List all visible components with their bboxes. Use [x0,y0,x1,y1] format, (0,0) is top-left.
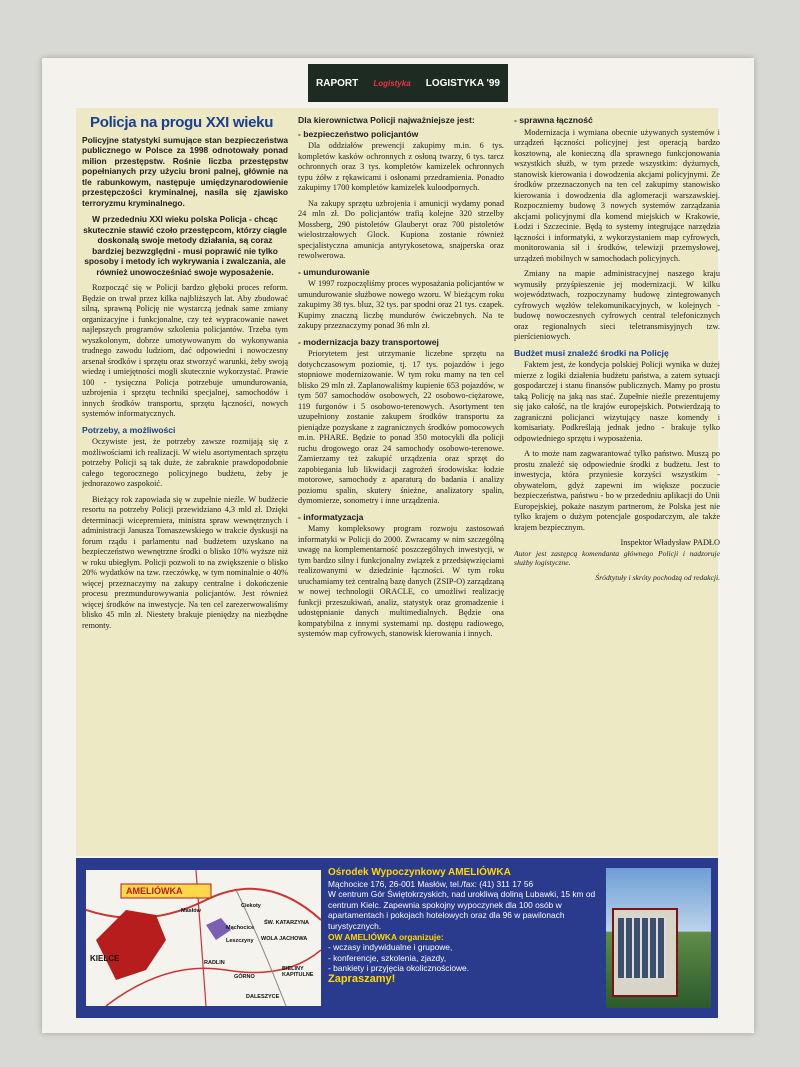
advertisement [76,858,718,1018]
ad-address: Mąchocice 176, 26-001 Masłów, tel./fax: (41) 311 17 56 [328,878,534,889]
map-label: Masłów [181,908,201,914]
paragraph: Modernizacja i wymiana obecnie używanych systemów i urządzeń łączności policyjnej jest operacją bardzo kosztowną, ale konieczną dla sprawnego funkcjonowania wszystkich służb, w tym przede wszystkim: dyżurnych, stanowisk kierowania i dowodzenia akcjami policyjnymi. Ze środków przeznaczonych na ten cel zakupimy stanowisko kierowania i dowodzenia dla aglomeracji warszawskiej. Rozpoczniemy budowę 3 nowych systemów zarządzania akcjami policyjnymi dla komend miejskich w Krakowie, Łodzi i Szczecinie. Będą to systemy integrujące narzędzia łączności i informatyki, z wykorzystaniem map cyfrowych, monitorowania sił i środków, telewizji przemysłowej, urządzeń mobilnych w samochodach policyjnych. [514,127,720,263]
paragraph: Oczywiste jest, że potrzeby zawsze rozmijają się z możliwościami ich realizacji. W wielu asortymentach sprzętu potrzeby Policji są tak duże, że zabraknie prawdopodobnie całego tegorocznego policyjnego budżetu, żeby je jednorazowo zaspokoić. [82,437,288,488]
subheading: - sprawna łączność [514,115,593,125]
author-note: Autor jest zastępcą komendanta głównego Policji i nadzoruje służby logistyczne. [514,548,720,567]
subheading: Dla kierownictwa Policji najważniejsze jest: [298,115,475,125]
paragraph: Bieżący rok zapowiada się w zupełnie nieźle. W budżecie resortu na potrzeby Policji przewidziano 4,3 mld zł. Dzięki determinacji wicepremiera, ministra spraw wewnętrznych i administracji Janusza Tomaszewskiego w trakcie dyskusji na forum rządu i parlamentu nad budżetem uzyskano na bezpieczeństwo wewnętrzne środki o blisko 10% wyższe niż w roku ubiegłym. Policji pozwoli to na zwiększenie o blisko 20% wydatków na tzw. rzeczówkę, w tym nominalnie o 40% więcej przeznaczymy na zakupy centralne i dokończenie procesu prezmundurowywania policjantów. Jest również więcej środków na inwestycje. Na ten cel zarezerwowaliśmy blisko 45 mln zł. Niestety brakuje pieniędzy na niezbędne remonty. [82,494,288,630]
ad-description: W centrum Gór Świętokrzyskich, nad urokliwą doliną Lubawki, 15 km od centrum Kielc. Zapewnia spokojny wypoczynek dla 100 osób w apartamentach i pokojach hotelowych oraz dla 96 w pawilonach turystycznych. [328,889,596,931]
map-label: Ciekoty [241,903,261,909]
header-logistyka: LOGISTYKA '99 [425,77,500,89]
building-windows [618,918,666,978]
map-title: AMELIÓWKA [126,886,183,896]
map-label: ŚW. KATARZYNA [264,920,310,926]
paragraph: A to może nam zagwarantować tylko państwo. Muszą po prostu znaleźć się odpowiednie środki z budżetu. Jest to inwestycja, która przyniesie korzyści wszystkim - obywatelom, gdyż zapewni im większe poczucie bezpieczeństwa, państwu - bo w przededniu aplikacji do Unii Europejskiej, pokaże naszym partnerom, że Polska jest nie tylko krajem o dużym potencjale gospodarczym, ale także krajem bezpiecznym. [514,449,720,532]
location-map [86,870,321,1006]
subheading: Budżet musi znaleźć środki na Policję [514,347,669,358]
magazine-page [42,58,754,1033]
ad-text [328,868,598,985]
article-title: Policja na progu XXI wieku [90,114,274,131]
map-label: RADLIN [204,960,225,966]
subheading: Potrzeby, a możliwości [82,424,176,435]
header-sub: Logistyka [373,78,411,88]
subheading: - bezpieczeństwo policjantów [298,128,419,139]
lead-paragraph: Policyjne statystyki sumujące stan bezpieczeństwa publicznego w Polsce za 1998 odnotowały ponad milion przestępstw. Rośnie liczba przestępstw popełnianych przy użyciu broni palnej, głównie na tle rabunkowym, następuje umiędzynarodowienie przestępczości kryminalnej, nasila się zjawisko terroryzmu kryminalnego. [82,134,288,208]
map-label: BIELINY KAPITULNE [282,966,314,978]
ad-item: - wczasy indywidualne i grupowe, [328,942,453,953]
column-3 [514,112,720,852]
signature: Inspektor Władysław PADŁO [620,538,720,547]
subheading: - informatyzacja [298,511,364,522]
paragraph: Priorytetem jest utrzymanie liczebne sprzętu na dotychczasowym poziomie, tj. 17 tys. pojazdów i jego stopniowe modernizowanie. W tym roku mamy na ten cel blisko 29 mln zł. Zaplanowaliśmy kupienie 653 pojazdów, w tym 507 samochodów osobowych, 22 osobowo-ciężarowe, 119 furgonów i 5 osobowo-terenowych. Asortyment ten uzupełniony zostanie zakupem środków transportu za pieniądze pozyskane z zagranicznych środków pomocowych m.in. PHARE. Będzie to ponad 350 motocykli dla policji ruchu drogowego oraz 24 samochody osobowo-terenowe. Zamierzamy też zakupić urządzenia oraz sprzęt do zapobiegania lub likwidacji zagrożeń środowiska: łodzie motorowe, samochody z aparaturą do badania i analizy poziomu spalin, skutery śnieżne, analizatory spalin, dymomierze, sonometry i inne urządzenia. [298,349,504,505]
article-body [76,108,718,856]
paragraph: Rozpocząć się w Policji bardzo głęboki proces reform. Będzie on trwał przez kilka najbliższych lat. Aby zbudować silną, sprawną Policję nie wystarczą jednak same zmiany organizacyjne i funkcjonalne, czy też wypracowanie nawet najlepszych programów szkolenia policjantów. Trzeba tym wyszkolonym, dobrze umotywowanym do wykonywania trudnego zawodu ludziom, dać odpowiedni i nowoczesny arsenał środków i sprzętu oraz stworzyć warunki, żeby swoją wiedzę i umiejętności mogli skutecznie wykorzystać. Prawie 100 - tysięczna Policja potrzebuje umundurowania, uzbrojenia i sprzętu techniki specjalnej, samochodów i innych środków transportu, sprzętu łączności, nowych systemów informatycznych. [82,283,288,418]
ad-invite: Zapraszamy! [328,972,396,985]
magazine-header [308,64,508,102]
paragraph: Mamy kompleksowy program rozwoju zastosowań informatyki w Policji do 2000. Zwracamy w nim szczególną uwagę na komplementarność poszczególnych inwestycji, w tym bardzo silny i funkcjonalny związek z przedsięwzięciami realizowanymi w dziedzinie łączności. W tym roku uruchamiamy też centralną bazę danych (ZSIP-O) zarządzaną w nowej technologii ORACLE, co umożliwi realizację funkcji przeszukiwań, analiz, statystyk oraz gromadzenie i udostępnianie danych multimedialnych. Będzie ona kompatybilna z innymi systemami np. dostępu radiowego, systemów map cyfrowych, stanowisk kierowania i innych. [298,524,504,638]
paragraph: Faktem jest, że kondycja polskiej Policji wynika w dużej mierze z logiki działenia budżetu państwa, a zatem sytuacji gospodarczej i stanu finansów publicznych. Mamy po prostu taką Policję na jaką nas stać. Zupełnie nieźle prezentujemy się jako całość, na tle krajów europejskich. Potwierdzają to zagraniczni policjanci wizytujący nasze komendy i komisariaty. Podkreślają jednak jedno - brakuje tylko odpowiedniego sprzętu i wyposażenia. [514,360,720,443]
map-label: GÓRNO [234,974,255,980]
editor-note: Śródtytuły i skróty pochodzą od redakcji. [595,572,720,582]
map-label: KIELCE [90,954,120,963]
column-2 [298,112,504,852]
ad-org-title: OW AMELIÓWKA organizuje: [328,931,444,942]
resort-photo [606,868,711,1008]
ad-title: Ośrodek Wypoczynkowy AMELIÓWKA [328,867,511,878]
subheading: - umundurowanie [298,266,370,277]
map-label: Leszczyny [226,938,254,944]
lead-paragraph-2: W przededniu XXI wieku polska Policja - chcąc skutecznie stawić czoło przestępcom, którzy ciągle doskonalą swoje metody działania, są coraz bardziej bezwzględni - musi poprawić nie tylko sposoby i metody ich wykrywania i zwalczania, ale również unowocześniać swoje wyposażenie. [83,214,287,277]
header-raport: RAPORT [316,77,359,89]
column-1 [82,112,288,852]
ad-item: - bankiety i przyjęcia okolicznościowe. [328,963,470,974]
map-label: DALESZYCE [246,994,280,1000]
paragraph: Zmiany na mapie administracyjnej naszego kraju wymusiły przyśpieszenie jej modernizacji. W kilku województwach, rozpoczynamy budowę zintegrowanych cyfrowych węzłów telekomunikacyjnych, w kolejnych - budowę nowoczesnych cyfrowych central telefonicznych oraz regionalnych sieci teletransmisyjnych tzw. pierścieniowych. [514,269,720,341]
paragraph: Na zakupy sprzętu uzbrojenia i amunicji wydamy ponad 24 mln zł. Do policjantów trafią kolejne 320 strzelby Mossberg, 290 pistoletów Glauberyt oraz 700 pistoletów wielostrzałowych Glock. Kupiona zostanie również specjalistyczna amunicja antyrykosetowa, snajperska oraz rewolwerowa. [298,198,504,260]
map-label: Mąchocice [226,925,255,931]
subheading: - modernizacja bazy transportowej [298,336,439,347]
ad-item: - konferencje, szkolenia, zjazdy, [328,952,447,963]
paragraph: Dla oddziałów prewencji zakupimy m.in. 6 tys. kompletów kasków ochronnych z osłoną twarzy, 6 tys. tarcz ochronnych oraz 3 tys. kompletów kamizelek ochronnych typu żółw z rękawicami i osłonami przedramienia. Ponadto zakupimy 1700 kompletów kamizelek kuloodpornych. [298,141,504,192]
paragraph: W 1997 rozpoczęliśmy proces wyposażania policjantów w umundurowanie służbowe nowego wzoru. W bieżącym roku zakupimy 38 tys. bluz, 32 tys. par spodni oraz 21 tys. czapek. Kupimy znaczną liczbę mundurów ćwiczebnych. Na te zakupy przeznaczymy ponad 36 mln zł. [298,279,504,330]
map-label: WOLA JACHOWA [261,936,308,942]
